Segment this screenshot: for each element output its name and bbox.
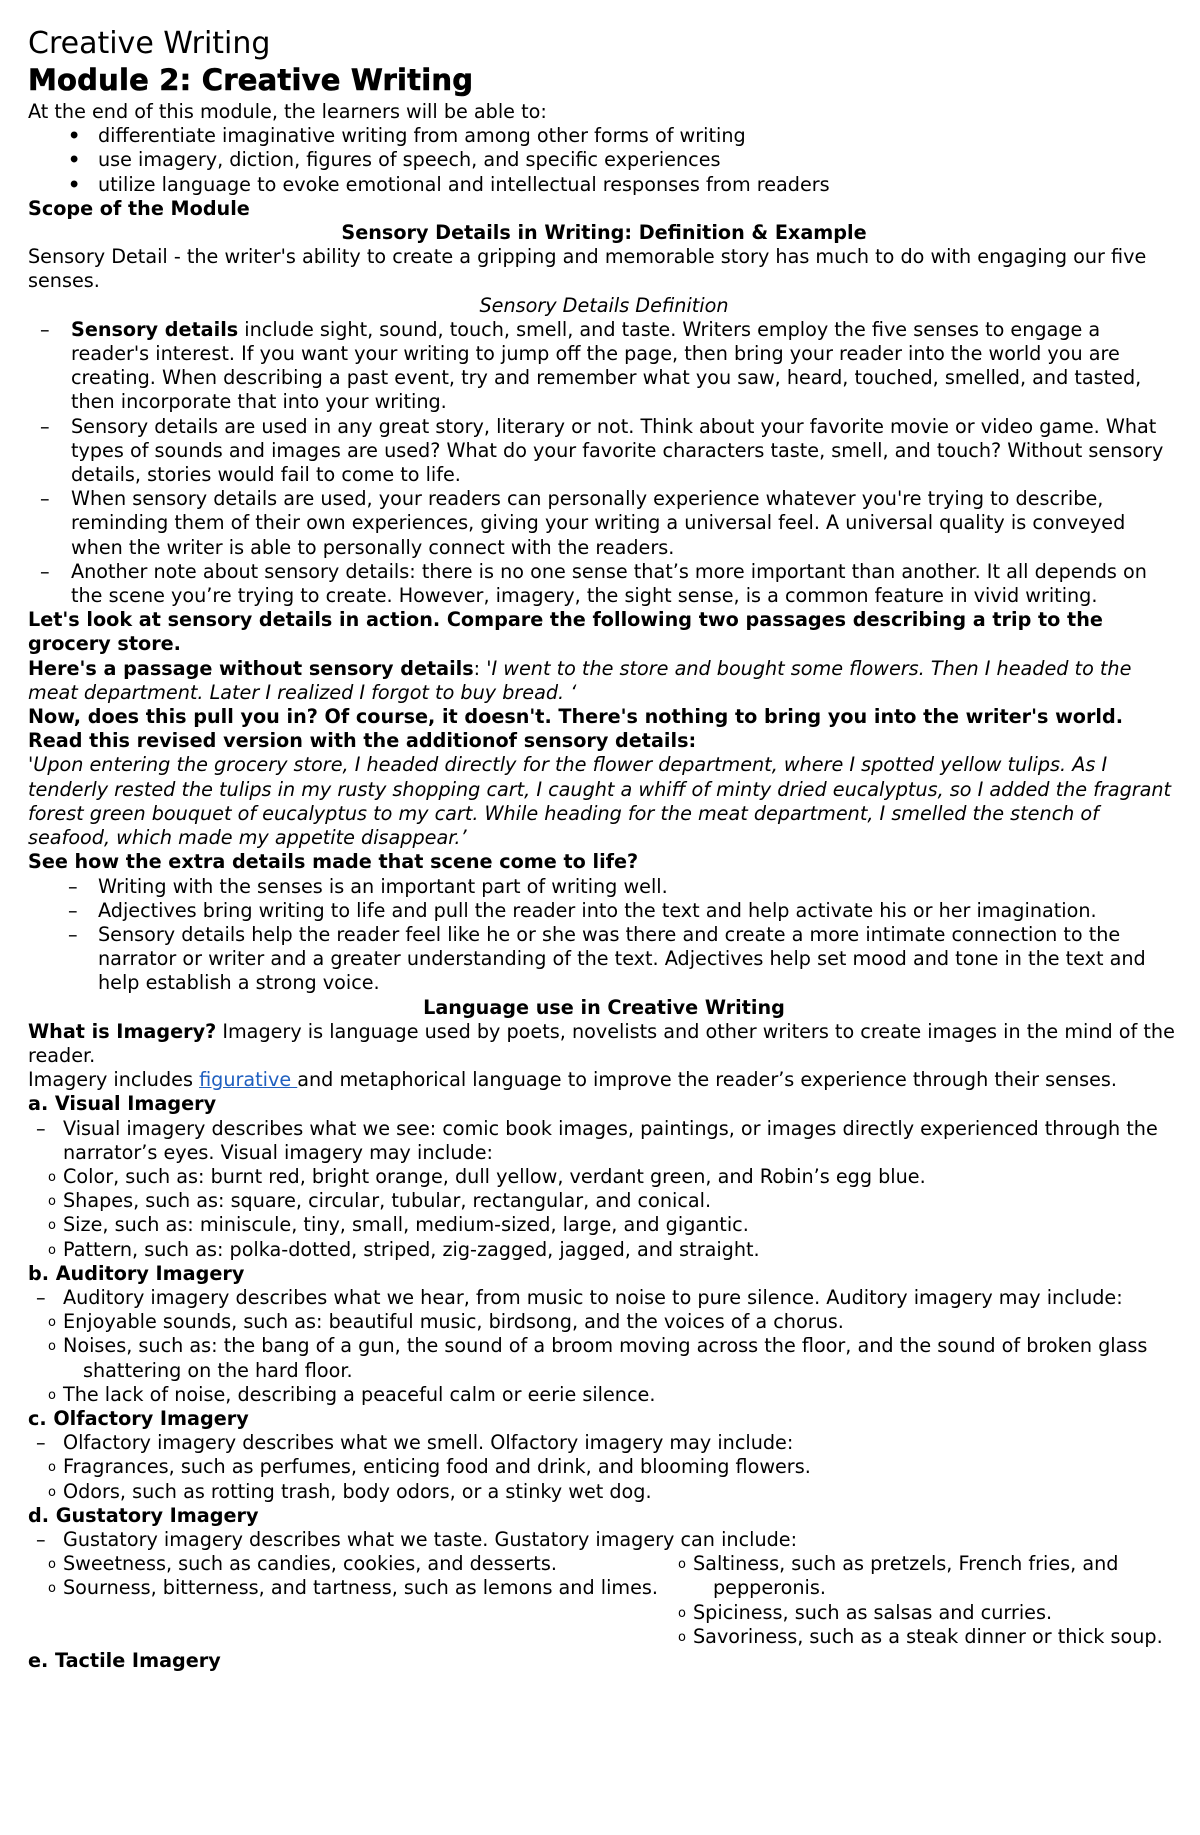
- includes-post: and metaphorical language to improve the reader’s experience through their senses.: [297, 1068, 1118, 1092]
- circle-bullet-icon: o: [48, 1460, 56, 1476]
- visual-desc: – Visual imagery describes what we see: comic book images, paintings, or images directly experienced through the narrator’s eyes. Visual imagery may include:: [28, 1117, 1180, 1165]
- list-item: o Fragrances, such as perfumes, enticing food and drink, and blooming flowers.: [28, 1455, 1180, 1479]
- imagery-question: What is Imagery?: [28, 1019, 217, 1043]
- list-item: o Pattern, such as: polka-dotted, striped, zig-zagged, jagged, and straight.: [28, 1238, 1180, 1262]
- circle-bullet-icon: o: [48, 1557, 56, 1573]
- objective-item: • use imagery, diction, figures of speech, and specific experiences: [68, 148, 1180, 172]
- sensory-definition: Sensory Detail - the writer's ability to create a gripping and memorable story has much to do with engaging our five senses.: [28, 245, 1147, 293]
- objective-item: • utilize language to evoke emotional and intellectual responses from readers: [68, 173, 1180, 197]
- see-item: – Adjectives bring writing to life and pull the reader into the text and help activate his or her imagination.: [28, 899, 1180, 923]
- imagery-includes: [28, 1068, 1180, 1092]
- gustatory-list-right: [658, 1552, 1178, 1649]
- olfactory-heading: c. Olfactory Imagery: [28, 1406, 249, 1430]
- list-item: o Sweetness, such as candies, cookies, and desserts.: [28, 1552, 658, 1576]
- tactile-heading: e. Tactile Imagery: [28, 1649, 221, 1672]
- includes-pre: Imagery includes: [28, 1068, 200, 1092]
- without-label: Here's a passage without sensory details: [28, 656, 474, 680]
- circle-bullet-icon: o: [678, 1629, 686, 1645]
- circle-bullet-icon: o: [48, 1242, 56, 1258]
- see-list: [28, 875, 1180, 996]
- see-item: – Writing with the senses is an important part of writing well.: [28, 875, 1180, 899]
- circle-bullet-icon: o: [48, 1581, 56, 1597]
- circle-bullet-icon: o: [48, 1218, 56, 1234]
- visual-heading: a. Visual Imagery: [28, 1092, 217, 1116]
- pull-question: Now, does this pull you in? Of course, it doesn't. There's nothing to bring you into the writer's world.: [28, 705, 1124, 729]
- circle-bullet-icon: o: [678, 1605, 686, 1621]
- figurative-link[interactable]: figurative: [199, 1068, 298, 1092]
- list-item: o Savoriness, such as a steak dinner or thick soup.: [658, 1625, 1178, 1649]
- circle-bullet-icon: o: [48, 1387, 56, 1403]
- list-item: o Color, such as: burnt red, bright orange, dull yellow, verdant green, and Robin’s egg blue.: [28, 1165, 1180, 1189]
- revised-heading: Read this revised version with the additionof sensory details:: [28, 729, 697, 753]
- olfactory-desc: – Olfactory imagery describes what we smell. Olfactory imagery may include:: [28, 1431, 1180, 1455]
- without-text: 'I went to the store and bought some flowers. Then I headed to the meat department. Later I realized I forgot to buy bread. ‘: [28, 656, 1132, 704]
- list-item: o Enjoyable sounds, such as: beautiful music, birdsong, and the voices of a chorus.: [28, 1310, 1180, 1334]
- without-passage: [28, 657, 1180, 705]
- gustatory-heading: d. Gustatory Imagery: [28, 1503, 259, 1527]
- visual-list: [28, 1165, 1180, 1262]
- definition-item: – When sensory details are used, your readers can personally experience whatever you're trying to describe, reminding them of their own experiences, giving your writing a universal feel. A universal quality is conveyed when the writer is able to personally connect with the readers.: [28, 487, 1180, 560]
- gustatory-columns: [28, 1552, 1180, 1649]
- list-item: o The lack of noise, describing a peaceful calm or eerie silence.: [28, 1383, 1180, 1407]
- definition-item: – Sensory details are used in any great story, literary or not. Think about your favorite movie or video game. What types of sounds and images are used? What do your favorite characters taste, smell, and touch? Without sensory details, stories would fail to come to life.: [28, 415, 1180, 488]
- definition-item: [28, 318, 1180, 415]
- visual-desc-list: [28, 1117, 1180, 1165]
- list-item: o Spiciness, such as salsas and curries.: [658, 1601, 1178, 1625]
- circle-bullet-icon: o: [48, 1169, 56, 1185]
- circle-bullet-icon: o: [48, 1315, 56, 1331]
- list-item: o Shapes, such as: square, circular, tubular, rectangular, and conical.: [28, 1189, 1180, 1213]
- list-item: o Noises, such as: the bang of a gun, the sound of a broom moving across the floor, and the sound of broken glass shattering on the hard floor.: [48, 1334, 1148, 1382]
- auditory-desc-list: [28, 1286, 1180, 1310]
- olfactory-desc-list: [28, 1431, 1180, 1455]
- definition-heading: Sensory Details Definition: [479, 293, 729, 317]
- imagery-definition: [28, 1020, 1180, 1068]
- auditory-heading: b. Auditory Imagery: [28, 1261, 245, 1285]
- definition-item-text: include sight, sound, touch, smell, and taste. Writers employ the five senses to engage a reader's interest. If you want your writing to jump off the page, then bring your reader into the world you are creating. When describing a past event, try and remember what you saw, heard, touched, smelled, and tasted, then incorporate that into your writing.: [71, 317, 1142, 414]
- section-title-language: Language use in Creative Writing: [423, 995, 785, 1019]
- circle-bullet-icon: o: [48, 1339, 56, 1355]
- auditory-desc: – Auditory imagery describes what we hear, from music to noise to pure silence. Auditory imagery may include:: [28, 1286, 1180, 1310]
- module-title: Module 2: Creative Writing: [28, 63, 474, 97]
- circle-bullet-icon: o: [678, 1557, 686, 1573]
- definition-item-bold: Sensory details: [71, 317, 239, 341]
- objective-item: • differentiate imaginative writing from among other forms of writing: [68, 124, 1180, 148]
- imagery-def-text: Imagery is language used by poets, novelists and other writers to create images in the mind of the reader.: [28, 1019, 1175, 1067]
- document-page: [28, 26, 1180, 1673]
- gustatory-desc: – Gustatory imagery describes what we taste. Gustatory imagery can include:: [28, 1528, 1180, 1552]
- app-title: Creative Writing: [28, 26, 271, 61]
- section-title-sensory: Sensory Details in Writing: Definition & Example: [341, 221, 867, 245]
- auditory-list: [28, 1310, 1180, 1407]
- circle-bullet-icon: o: [48, 1484, 56, 1500]
- definition-list: [28, 318, 1180, 608]
- list-item: o Sourness, bitterness, and tartness, such as lemons and limes.: [28, 1576, 658, 1600]
- list-item: o Size, such as: miniscule, tiny, small, medium-sized, large, and gigantic.: [28, 1213, 1180, 1237]
- action-heading: Let's look at sensory details in action. Compare the following two passages describing a trip to the grocery store.: [28, 608, 1103, 656]
- objectives-list: [28, 124, 1180, 197]
- gustatory-desc-list: [28, 1528, 1180, 1552]
- scope-heading: Scope of the Module: [28, 196, 250, 220]
- revised-passage: 'Upon entering the grocery store, I headed directly for the flower department, where I spotted yellow tulips. As I tenderly rested the tulips in my rusty shopping cart, I caught a whiff of minty dried eucalyptus, so I added the fragrant forest green bouquet of eucalyptus to my cart. While heading for the meat department, I smelled the stench of seafood, which made my appetite disappear.’: [28, 753, 1172, 850]
- see-item: – Sensory details help the reader feel like he or she was there and create a more intimate connection to the narrator or writer and a greater understanding of the text. Adjectives help set mood and tone in the text and help establish a strong voice.: [28, 923, 1180, 996]
- gustatory-list-left: [28, 1552, 658, 1649]
- list-item: o Saltiness, such as pretzels, French fries, and pepperonis.: [678, 1552, 1119, 1600]
- list-item: o Odors, such as rotting trash, body odors, or a stinky wet dog.: [28, 1480, 1180, 1504]
- olfactory-list: [28, 1455, 1180, 1503]
- without-colon: :: [473, 656, 487, 680]
- definition-item: – Another note about sensory details: there is no one sense that’s more important than another. It all depends on the scene you’re trying to create. However, imagery, the sight sense, is a common feature in vivid writing.: [28, 560, 1180, 608]
- see-heading: See how the extra details made that scene come to life?: [28, 850, 639, 874]
- intro-text: At the end of this module, the learners will be able to:: [28, 100, 547, 123]
- circle-bullet-icon: o: [48, 1194, 56, 1210]
